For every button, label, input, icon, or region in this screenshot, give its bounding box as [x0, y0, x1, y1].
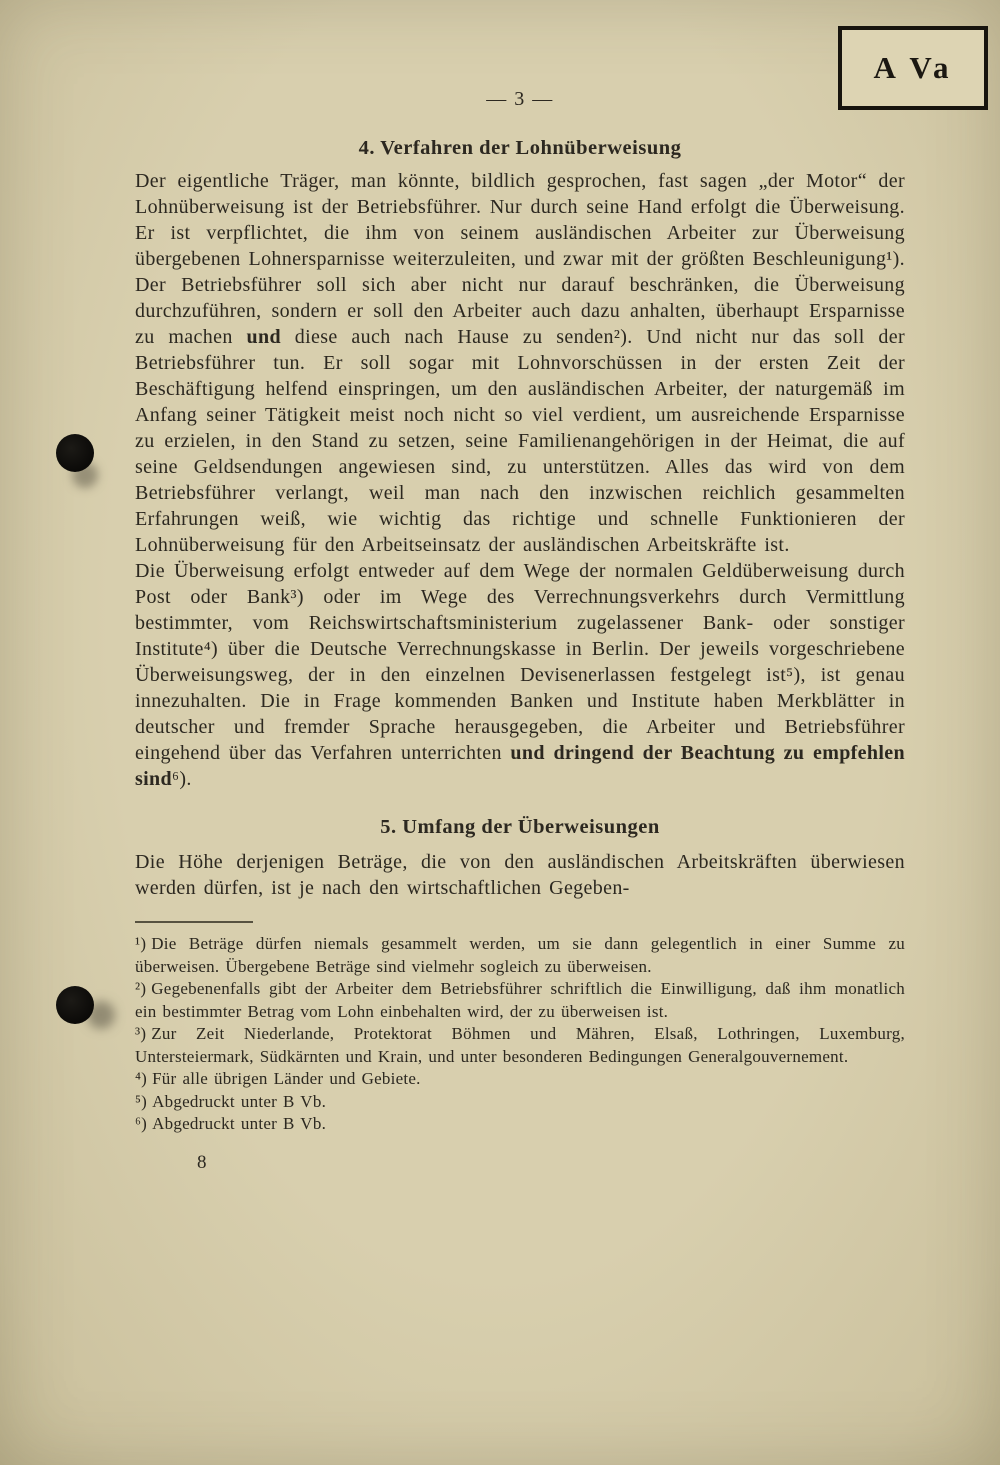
text-run: Die Höhe derjenigen Beträge, die von den ausländischen Arbeitskräften überwiesen werden dürfen, ist je nach den wirtschaftlichen Gegeben-	[135, 851, 905, 899]
text-run: Der eigentliche Träger, man könnte, bildlich gesprochen, fast sagen „der Motor“ der Lohnüberweisung ist der Betriebsführer. Nur durch seine Hand erfolgt die Überweisung. Er ist verpflichtet, die ihm von seinem ausländischen Arbeiter zur Überweisung übergebenen Lohnersparnisse weiterzuleiten, und zwar mit der größten Beschleunigung¹). Der Betriebsführer soll sich aber nicht nur darauf beschränken, die Überweisung durchzuführen, sondern er soll den Arbeiter auch dazu anhalten, überhaupt Ersparnisse zu machen	[135, 170, 905, 348]
text-run: Die Überweisung erfolgt entweder auf dem Wege der normalen Geldüberweisung durch Post oder Bank³) oder im Wege des Verrechnungsverkehrs durch Vermittlung bestimmter, vom Reichswirtschaftsministerium zugelassener Bank- oder sonstiger Institute⁴) über die Deutsche Verrechnungskasse in Berlin. Der jeweils vorgeschriebene Überweisungsweg, der in den einzelnen Devisenerlassen festgelegt ist⁵), ist genau innezuhalten. Die in Frage kommenden Banken und Institute haben Merkblätter in deutscher und fremder Sprache herausgegeben, die Arbeiter und Betriebsführer eingehend über das Verfahren unterrichten	[135, 560, 905, 764]
section-heading-5: 5. Umfang der Überweisungen	[380, 816, 660, 838]
page-number: — 3 —	[486, 88, 554, 110]
footnote-marker: ³)	[135, 1024, 147, 1043]
footnote-marker: ⁵)	[135, 1091, 148, 1111]
footnote-marker: ¹)	[135, 934, 147, 953]
footnote-marker: ²)	[135, 979, 147, 998]
paragraph-3	[135, 849, 905, 901]
hole-punch-top	[56, 434, 94, 472]
paragraph-2	[135, 558, 905, 792]
text-run: diese auch nach Hause zu senden²). Und nicht nur das soll der Betriebsführer tun. Er soll sogar mit Lohnvorschüssen in der ersten Zeit der Beschäftigung helfend einspringen, um den ausländischen Arbeiter, der naturgemäß im Anfang seiner Tätigkeit meist noch nicht so viel verdient, um ausreichende Ersparnisse zu erzielen, in den Stand zu setzen, seine Familienangehörigen in der Heimat, die auf seine Geldsendungen angewiesen sind, zu unterstützen. Alles das wird von dem Betriebsführer verlangt, weil man nach den inzwischen reichlich gesammelten Erfahrungen weiß, wie wichtig das richtige und schnelle Funktionieren der Lohnüberweisung für den Arbeitseinsatz der ausländischen Arbeitskräfte ist.	[135, 326, 905, 556]
paragraph-1	[135, 168, 905, 558]
bottom-page-number: 8	[197, 1151, 207, 1173]
hole-punch-bottom	[56, 986, 94, 1024]
footnote-separator	[135, 921, 253, 923]
bold-text-run: und dringend der Beachtung zu empfehlen sind	[135, 742, 905, 790]
footnote-text: Die Beträge dürfen niemals gesammelt werden, um sie dann gelegentlich in einer Summe zu überweisen. Übergebene Beträge sind vielmehr sogleich zu überweisen.	[135, 934, 905, 976]
footnote-marker: ⁶)	[135, 1114, 148, 1133]
footnote-item-6	[135, 1113, 905, 1136]
footnote-text: Zur Zeit Niederlande, Protektorat Böhmen und Mähren, Elsaß, Lothringen, Luxemburg, Untersteiermark, Südkärnten und Krain, und unter besonderen Bedingungen Generalgouvernement.	[135, 1024, 905, 1066]
footnote-text: Abgedruckt unter B Vb.	[152, 1114, 327, 1133]
footnote-item-3	[135, 1023, 905, 1068]
footnote-item-1	[135, 933, 905, 978]
page-content	[135, 0, 905, 1174]
section-heading-4: 4. Verfahren der Lohnüberweisung	[358, 137, 682, 159]
footnote-text: Abgedruckt unter B Vb.	[152, 1091, 327, 1111]
footnote-text: Für alle übrigen Länder und Gebiete.	[152, 1069, 421, 1088]
footnote-marker: ⁴)	[135, 1069, 148, 1088]
footnote-text: Gegebenenfalls gibt der Arbeiter dem Betriebsführer schriftlich die Einwilligung, daß ihm monatlich ein bestimmter Betrag vom Lohn einbehalten wird, der zu überweisen ist.	[135, 979, 905, 1021]
footnote-item-5	[135, 1091, 905, 1114]
footnote-item-4	[135, 1068, 905, 1091]
stamp-text: A Va	[873, 50, 953, 85]
footnotes-block	[135, 933, 905, 1136]
bold-text-run: und	[246, 326, 281, 348]
footnote-item-2	[135, 978, 905, 1023]
text-run: ⁶).	[172, 768, 192, 790]
